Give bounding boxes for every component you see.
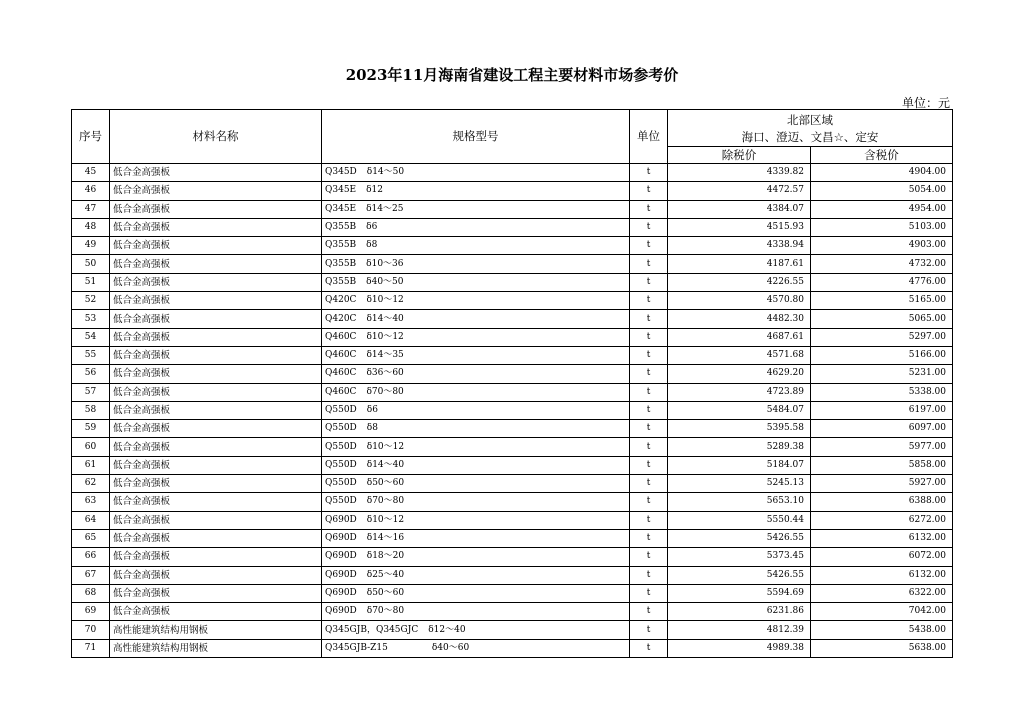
table-row (72, 639, 953, 657)
row-spec (322, 328, 630, 346)
row-price-inc-tax: 6132.00 (811, 566, 953, 584)
row-no: 60 (72, 438, 110, 456)
spec-model: Q355B (325, 276, 357, 287)
spec-model: Q690D (325, 587, 357, 598)
row-material-name: 低合金高强板 (110, 383, 322, 401)
row-price-ex-tax: 4339.82 (668, 164, 811, 182)
spec-size: δ14～40 (366, 459, 405, 470)
spec-size: δ10～36 (366, 258, 404, 269)
spec-size: δ40～50 (366, 276, 404, 287)
spec-model: Q345E (325, 185, 357, 196)
header-region: 北部区域 (668, 110, 953, 130)
row-unit: t (630, 292, 668, 310)
row-no: 69 (72, 603, 110, 621)
row-price-inc-tax: 6132.00 (811, 529, 953, 547)
row-spec (322, 164, 630, 182)
row-no: 61 (72, 456, 110, 474)
table-row (72, 182, 953, 200)
row-spec (322, 603, 630, 621)
row-material-name: 低合金高强板 (110, 401, 322, 419)
spec-size: δ12～40 (428, 624, 466, 635)
table-row (72, 511, 953, 529)
spec-model: Q690D (325, 551, 357, 562)
spec-size: δ25～40 (366, 569, 405, 580)
row-material-name: 低合金高强板 (110, 566, 322, 584)
row-spec (322, 493, 630, 511)
row-no: 65 (72, 529, 110, 547)
spec-size: δ14～25 (366, 203, 404, 214)
spec-size: δ40～60 (431, 642, 470, 653)
table-row (72, 200, 953, 218)
row-price-inc-tax: 7042.00 (811, 603, 953, 621)
row-no: 45 (72, 164, 110, 182)
row-price-inc-tax: 6388.00 (811, 493, 953, 511)
row-no: 70 (72, 621, 110, 639)
spec-model: Q460C (325, 386, 357, 397)
row-price-inc-tax: 4904.00 (811, 164, 953, 182)
spec-size: δ50～60 (366, 478, 405, 489)
spec-model: Q550D (325, 423, 357, 434)
header-name: 材料名称 (110, 110, 322, 164)
spec-model: Q345D (325, 167, 357, 178)
row-price-ex-tax: 4187.61 (668, 255, 811, 273)
row-no: 59 (72, 420, 110, 438)
row-price-ex-tax: 4723.89 (668, 383, 811, 401)
table-row (72, 584, 953, 602)
row-unit: t (630, 401, 668, 419)
spec-model: Q550D (325, 441, 357, 452)
spec-model: Q460C (325, 350, 357, 361)
spec-model: Q550D (325, 459, 357, 470)
row-material-name: 高性能建筑结构用钢板 (110, 639, 322, 657)
table-row (72, 328, 953, 346)
header-unit: 单位 (630, 110, 668, 164)
row-price-ex-tax: 4384.07 (668, 200, 811, 218)
spec-model: Q690D (325, 606, 357, 617)
spec-model: Q355B (325, 240, 357, 251)
spec-size: δ70～80 (366, 606, 405, 617)
row-unit: t (630, 182, 668, 200)
row-price-ex-tax: 4570.80 (668, 292, 811, 310)
row-material-name: 低合金高强板 (110, 438, 322, 456)
row-no: 68 (72, 584, 110, 602)
row-price-ex-tax: 5426.55 (668, 566, 811, 584)
row-price-inc-tax: 6272.00 (811, 511, 953, 529)
header-spec: 规格型号 (322, 110, 630, 164)
row-price-ex-tax: 5184.07 (668, 456, 811, 474)
spec-model: Q690D (325, 569, 357, 580)
row-price-inc-tax: 4776.00 (811, 273, 953, 291)
row-price-ex-tax: 4226.55 (668, 273, 811, 291)
row-price-inc-tax: 4903.00 (811, 237, 953, 255)
row-price-ex-tax: 5550.44 (668, 511, 811, 529)
table-row (72, 292, 953, 310)
row-unit: t (630, 310, 668, 328)
spec-size: δ18～20 (366, 551, 405, 562)
row-material-name: 低合金高强板 (110, 365, 322, 383)
spec-model: Q345E (325, 203, 357, 214)
row-price-inc-tax: 5103.00 (811, 218, 953, 236)
row-price-ex-tax: 4571.68 (668, 346, 811, 364)
row-unit: t (630, 548, 668, 566)
row-spec (322, 292, 630, 310)
spec-size: δ10～12 (366, 514, 405, 525)
table-row (72, 255, 953, 273)
table-row (72, 218, 953, 236)
row-price-inc-tax: 5165.00 (811, 292, 953, 310)
row-unit: t (630, 603, 668, 621)
header-price-inc-tax: 含税价 (811, 147, 953, 164)
row-unit: t (630, 566, 668, 584)
row-spec (322, 420, 630, 438)
row-spec (322, 218, 630, 236)
row-spec (322, 401, 630, 419)
spec-size: δ50～60 (366, 587, 405, 598)
row-material-name: 低合金高强板 (110, 529, 322, 547)
row-price-inc-tax: 5297.00 (811, 328, 953, 346)
row-material-name: 低合金高强板 (110, 218, 322, 236)
table-row (72, 310, 953, 328)
price-table (71, 109, 953, 658)
row-spec (322, 548, 630, 566)
row-price-inc-tax: 5231.00 (811, 365, 953, 383)
row-spec (322, 621, 630, 639)
row-no: 67 (72, 566, 110, 584)
row-material-name: 低合金高强板 (110, 548, 322, 566)
table-row (72, 401, 953, 419)
row-unit: t (630, 255, 668, 273)
table-row (72, 438, 953, 456)
row-material-name: 低合金高强板 (110, 164, 322, 182)
table-row (72, 273, 953, 291)
spec-size: δ8 (366, 240, 378, 251)
row-material-name: 低合金高强板 (110, 255, 322, 273)
header-no: 序号 (72, 110, 110, 164)
row-material-name: 低合金高强板 (110, 456, 322, 474)
row-no: 47 (72, 200, 110, 218)
row-price-ex-tax: 6231.86 (668, 603, 811, 621)
row-material-name: 低合金高强板 (110, 237, 322, 255)
row-price-inc-tax: 5054.00 (811, 182, 953, 200)
spec-size: δ12 (366, 185, 384, 196)
row-no: 58 (72, 401, 110, 419)
row-spec (322, 255, 630, 273)
spec-size: δ8 (366, 423, 378, 434)
row-price-ex-tax: 5594.69 (668, 584, 811, 602)
row-spec (322, 237, 630, 255)
spec-model: Q420C (325, 295, 357, 306)
spec-model: Q550D (325, 405, 357, 415)
spec-size: δ14～16 (366, 533, 405, 544)
row-spec (322, 584, 630, 602)
spec-size: δ70～80 (366, 386, 404, 397)
row-price-ex-tax: 5373.45 (668, 548, 811, 566)
row-no: 48 (72, 218, 110, 236)
table-row (72, 548, 953, 566)
row-material-name: 低合金高强板 (110, 346, 322, 364)
row-material-name: 低合金高强板 (110, 310, 322, 328)
row-unit: t (630, 529, 668, 547)
row-price-inc-tax: 4954.00 (811, 200, 953, 218)
row-price-ex-tax: 5245.13 (668, 475, 811, 493)
spec-model: Q345GJB-Z15 (325, 642, 388, 653)
row-price-inc-tax: 5166.00 (811, 346, 953, 364)
row-spec (322, 566, 630, 584)
row-price-ex-tax: 4338.94 (668, 237, 811, 255)
row-unit: t (630, 273, 668, 291)
spec-model: Q690D (325, 514, 357, 525)
header-region-cities: 海口、澄迈、文昌☆、定安 (668, 129, 953, 147)
row-price-ex-tax: 4482.30 (668, 310, 811, 328)
row-price-inc-tax: 5438.00 (811, 621, 953, 639)
row-unit: t (630, 493, 668, 511)
spec-size: δ10～12 (366, 295, 404, 306)
row-price-ex-tax: 4515.93 (668, 218, 811, 236)
row-price-ex-tax: 4989.38 (668, 639, 811, 657)
row-no: 56 (72, 365, 110, 383)
row-spec (322, 639, 630, 657)
row-spec (322, 182, 630, 200)
row-no: 57 (72, 383, 110, 401)
row-price-inc-tax: 6072.00 (811, 548, 953, 566)
spec-model: Q690D (325, 533, 357, 544)
row-price-ex-tax: 5426.55 (668, 529, 811, 547)
row-price-ex-tax: 4629.20 (668, 365, 811, 383)
row-no: 51 (72, 273, 110, 291)
row-price-inc-tax: 5065.00 (811, 310, 953, 328)
row-price-ex-tax: 4687.61 (668, 328, 811, 346)
row-spec (322, 456, 630, 474)
row-no: 49 (72, 237, 110, 255)
spec-size: δ14～40 (366, 313, 404, 324)
row-spec (322, 383, 630, 401)
spec-model: Q550D (325, 496, 357, 507)
row-price-ex-tax: 4812.39 (668, 621, 811, 639)
row-unit: t (630, 511, 668, 529)
spec-size: δ14～50 (366, 167, 405, 178)
row-material-name: 低合金高强板 (110, 511, 322, 529)
row-price-inc-tax: 5977.00 (811, 438, 953, 456)
row-no: 64 (72, 511, 110, 529)
row-spec (322, 200, 630, 218)
spec-model: Q420C (325, 313, 357, 324)
row-unit: t (630, 438, 668, 456)
row-spec (322, 310, 630, 328)
row-price-inc-tax: 5927.00 (811, 475, 953, 493)
row-unit: t (630, 584, 668, 602)
row-unit: t (630, 365, 668, 383)
table-row (72, 237, 953, 255)
table-row (72, 566, 953, 584)
table-row (72, 346, 953, 364)
row-spec (322, 529, 630, 547)
table-row (72, 420, 953, 438)
row-no: 46 (72, 182, 110, 200)
row-unit: t (630, 218, 668, 236)
row-no: 50 (72, 255, 110, 273)
unit-note: 单位：元 (901, 96, 950, 110)
row-unit: t (630, 383, 668, 401)
row-no: 52 (72, 292, 110, 310)
spec-size: δ70～80 (366, 496, 405, 507)
row-unit: t (630, 420, 668, 438)
spec-size: δ10～12 (366, 331, 404, 342)
table-row (72, 493, 953, 511)
row-price-inc-tax: 4732.00 (811, 255, 953, 273)
row-material-name: 低合金高强板 (110, 200, 322, 218)
row-no: 53 (72, 310, 110, 328)
row-unit: t (630, 475, 668, 493)
row-unit: t (630, 639, 668, 657)
row-price-inc-tax: 5638.00 (811, 639, 953, 657)
table-row (72, 603, 953, 621)
row-no: 54 (72, 328, 110, 346)
page-title: 2023年11月海南省建设工程主要材料市场参考价 (345, 66, 679, 84)
row-spec (322, 365, 630, 383)
row-spec (322, 273, 630, 291)
row-price-ex-tax: 4472.57 (668, 182, 811, 200)
row-unit: t (630, 164, 668, 182)
row-price-inc-tax: 5858.00 (811, 456, 953, 474)
row-unit: t (630, 200, 668, 218)
row-spec (322, 346, 630, 364)
row-no: 63 (72, 493, 110, 511)
row-unit: t (630, 621, 668, 639)
row-unit: t (630, 237, 668, 255)
row-no: 62 (72, 475, 110, 493)
row-price-ex-tax: 5484.07 (668, 401, 811, 419)
row-material-name: 低合金高强板 (110, 493, 322, 511)
row-material-name: 低合金高强板 (110, 328, 322, 346)
spec-model: Q460C (325, 331, 357, 342)
row-unit: t (630, 346, 668, 364)
row-price-inc-tax: 5338.00 (811, 383, 953, 401)
row-spec (322, 438, 630, 456)
row-price-inc-tax: 6197.00 (811, 401, 953, 419)
spec-size: δ36～60 (366, 368, 404, 379)
row-material-name: 低合金高强板 (110, 420, 322, 438)
spec-model: Q550D (325, 478, 357, 489)
row-material-name: 低合金高强板 (110, 292, 322, 310)
table-row (72, 529, 953, 547)
row-material-name: 低合金高强板 (110, 273, 322, 291)
row-unit: t (630, 328, 668, 346)
row-spec (322, 475, 630, 493)
spec-model: Q460C (325, 368, 357, 379)
row-price-ex-tax: 5289.38 (668, 438, 811, 456)
spec-size: δ6 (366, 222, 378, 233)
spec-size: δ14～35 (366, 350, 404, 361)
header-price-ex-tax: 除税价 (668, 147, 811, 164)
row-price-inc-tax: 6322.00 (811, 584, 953, 602)
row-no: 66 (72, 548, 110, 566)
row-price-ex-tax: 5395.58 (668, 420, 811, 438)
row-unit: t (630, 456, 668, 474)
spec-model: Q355B (325, 258, 357, 269)
row-material-name: 高性能建筑结构用钢板 (110, 621, 322, 639)
row-no: 71 (72, 639, 110, 657)
row-no: 55 (72, 346, 110, 364)
spec-size: δ10～12 (366, 441, 405, 452)
table-row (72, 383, 953, 401)
spec-model: Q345GJB，Q345GJC (325, 624, 419, 635)
table-row (72, 365, 953, 383)
table-row (72, 621, 953, 639)
spec-size: δ6 (366, 405, 378, 415)
spec-model: Q355B (325, 222, 357, 233)
row-price-inc-tax: 6097.00 (811, 420, 953, 438)
row-material-name: 低合金高强板 (110, 603, 322, 621)
table-row (72, 456, 953, 474)
row-material-name: 低合金高强板 (110, 584, 322, 602)
row-price-ex-tax: 5653.10 (668, 493, 811, 511)
row-material-name: 低合金高强板 (110, 475, 322, 493)
row-material-name: 低合金高强板 (110, 182, 322, 200)
table-row (72, 475, 953, 493)
table-row (72, 164, 953, 182)
row-spec (322, 511, 630, 529)
